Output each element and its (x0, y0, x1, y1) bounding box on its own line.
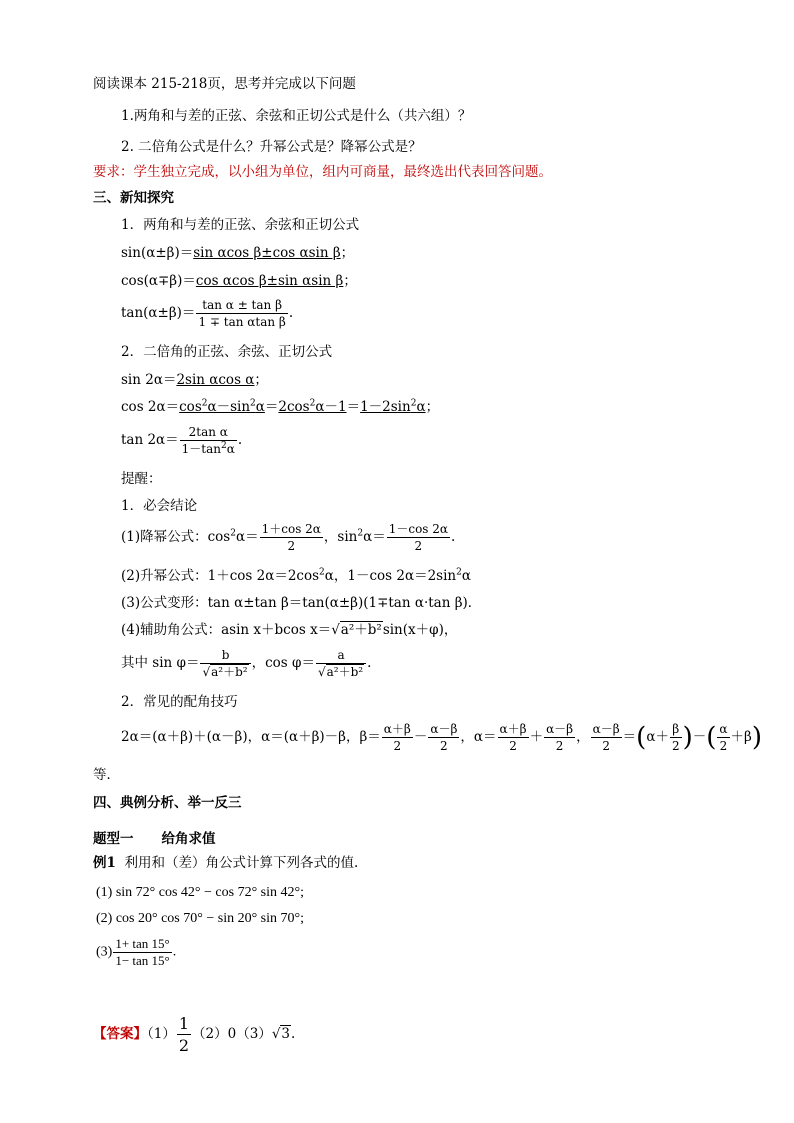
example-1-part-1: (1) sin 72° cos 42° − cos 72° sin 42°; (96, 885, 305, 900)
formula-cos-double: $\cos 2\alpha=\cos^2\alpha-\sin^2\alpha=2\cos^2\alpha-1=1-2\sin^2\alpha$； (121, 398, 440, 415)
formula-tan-double: tan 2α＝ $\frac{\text{2tan α}}{1-\tan^2\alpha}$ . (121, 425, 243, 456)
reminder-label: 提醒： (121, 471, 162, 487)
section-4-heading: 四、典例分析、举一反三 (93, 795, 242, 811)
example-1-part-3: (3) $\frac{1+ \tan 15^\circ}{1- \tan 15^\circ}$ . (96, 936, 177, 968)
subheading-must-know: 1．必会结论 (121, 498, 198, 514)
answer-line: 【答案】（1） $\frac{1}{2}$ （2）0（3）√3. (93, 1014, 296, 1055)
formula-sin-double: sin 2α＝2sin αcos α； (121, 372, 268, 388)
formula-tan-sum: tan(α±β)＝ $\frac{\text{tan α ± tan β}}{\text{1 ∓ tan αtan β}}$ . (121, 298, 294, 329)
angle-tricks-formula: 2α＝(α＋β)＋(α－β)，α＝(α＋β)－β，β＝ $\frac{\alpha+\beta}{2}$ － $\frac{\alpha-\beta}{2}$ ，α＝ $\frac{\alpha+\beta}{2}$ ＋ $\frac{\alpha-\beta}{2}$ ， $\frac{\alpha-\beta}{2}$ ＝(α＋ $\frac{\beta}{2}$ )－( $\frac{\alpha}{2}$ ＋β) (121, 722, 762, 753)
auxiliary-angle-where: 其中 sin φ＝ $\frac{b}{\text{√a²＋b²}}$ ，cos φ＝ $\frac{a}{\text{√a²＋b²}}$ . (121, 648, 372, 679)
subheading-angle-tricks: 2．常见的配角技巧 (121, 694, 238, 710)
formula-cos-sum: cos(α∓β)＝cos αcos β±sin αsin β； (121, 273, 357, 289)
requirement-note: 要求：学生独立完成，以小组为单位，组内可商量，最终选出代表回答问题。 (93, 164, 552, 180)
power-reduction-formula: (1)降幂公式：$\cos^2\alpha=$ $\frac{1+\cos 2\alpha}{2}$ ，$\sin^2\alpha=$ $\frac{1-\cos 2\alpha}{2}$ . (121, 522, 456, 553)
question-1: 1.两角和与差的正弦、余弦和正切公式是什么（共六组）？ (121, 108, 472, 124)
section-3-heading: 三、新知探究 (93, 190, 174, 206)
subheading-double-angle: 2．二倍角的正弦、余弦、正切公式 (121, 344, 333, 360)
formula-sin-sum: sin(α±β)＝sin αcos β±cos αsin β； (121, 245, 355, 261)
subheading-sum-diff: 1．两角和与差的正弦、余弦和正切公式 (121, 217, 360, 233)
example-1-prompt: 例1 利用和（差）角公式计算下列各式的值. (93, 855, 359, 871)
auxiliary-angle-formula: (4)辅助角公式：asin x＋bcos x＝√a²＋b²sin(x＋φ)， (121, 622, 458, 638)
question-2: 2. 二倍角公式是什么？升幂公式是？降幂公式是？ (121, 139, 422, 155)
example-1-part-2: (2) cos 20° cos 70° − sin 20° sin 70°; (96, 911, 305, 926)
power-raise-formula: (2)升幂公式：1＋cos $2\alpha=2\cos^2\alpha$，1－cos $2\alpha=2\sin^2\alpha$ (121, 567, 471, 584)
formula-transform: (3)公式变形：tan α±tan β＝tan(α±β)(1∓tan α·tan β)． (121, 595, 482, 611)
problem-type-heading: 题型一 给角求值 (93, 831, 216, 847)
etc-text: 等． (93, 767, 120, 783)
reading-prompt: 阅读课本 215-218页，思考并完成以下问题 (93, 76, 356, 92)
